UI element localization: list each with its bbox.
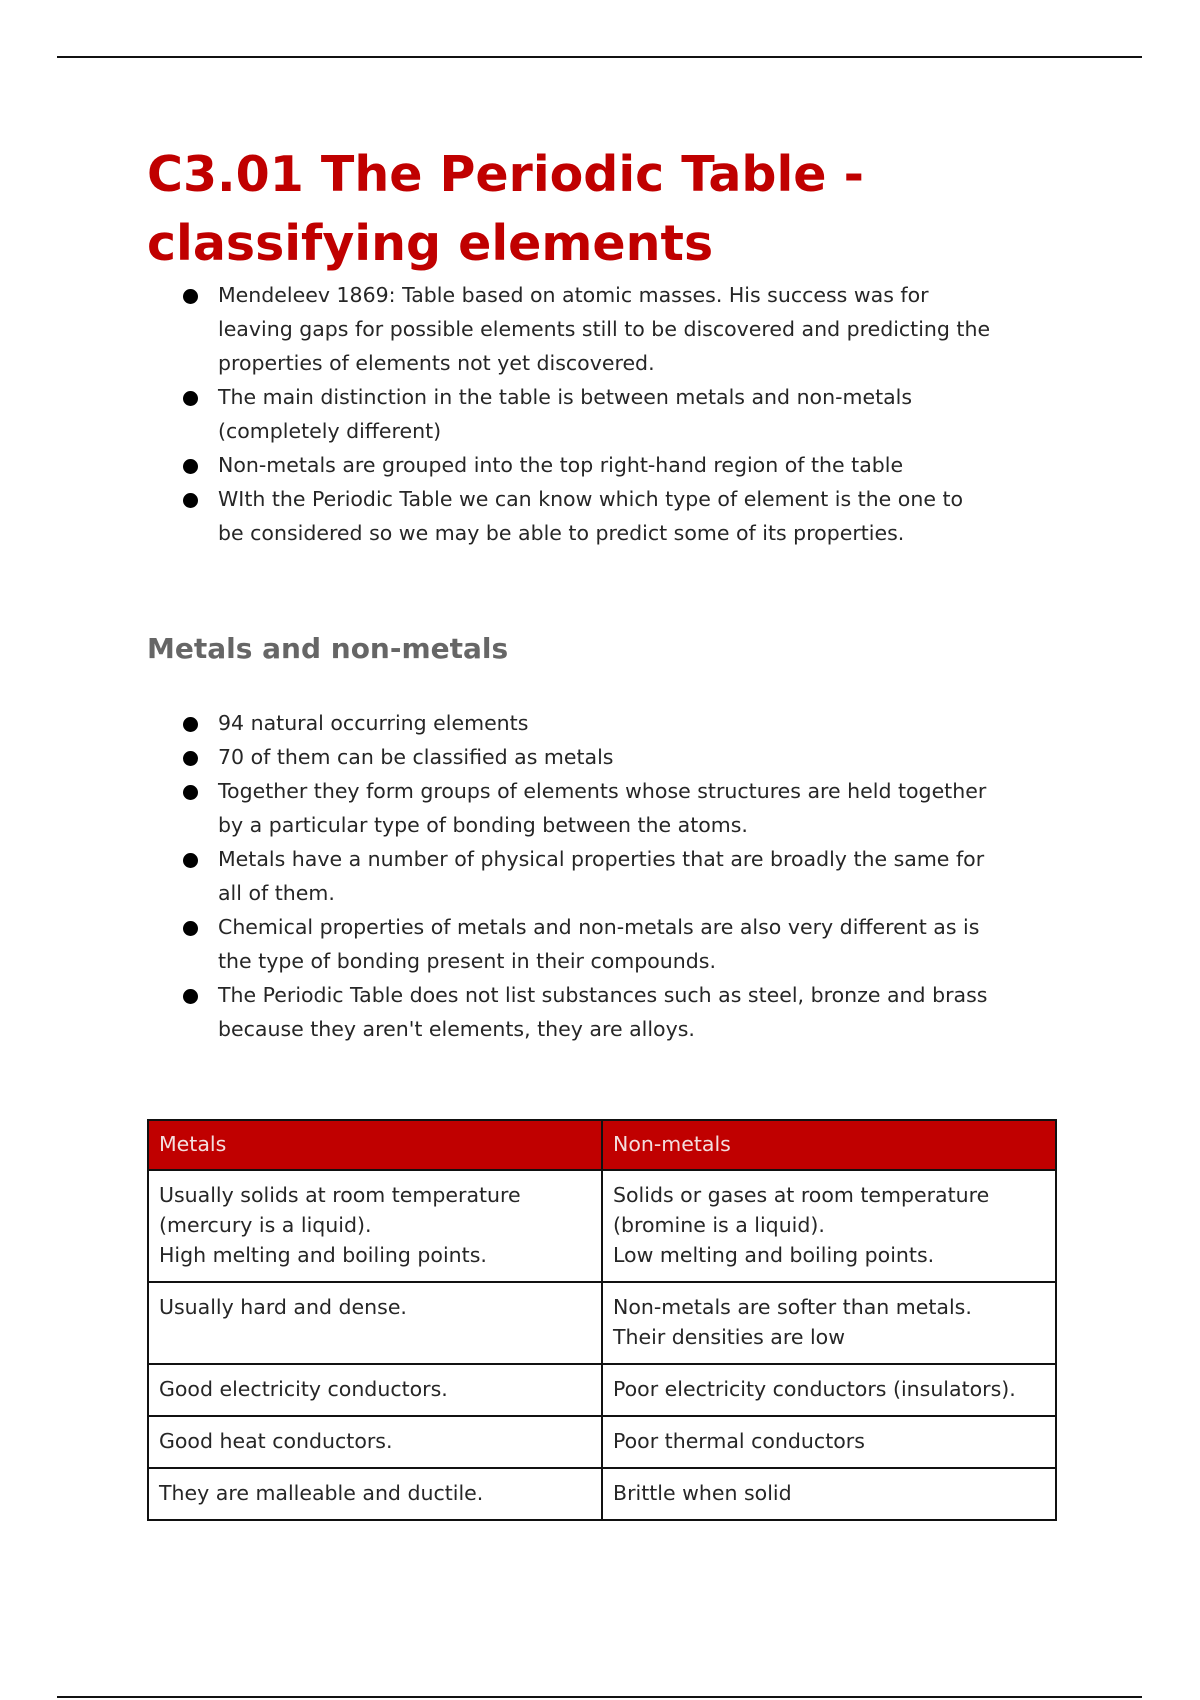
bullet-icon <box>183 391 198 406</box>
bullet-icon <box>183 785 198 800</box>
bullet-icon <box>183 853 198 868</box>
list-item: Non-metals are grouped into the top right-hand region of the table <box>147 448 1067 482</box>
bullet-icon <box>183 717 198 732</box>
bullet-icon <box>183 751 198 766</box>
document-page <box>147 140 1067 1505</box>
table-row <box>148 1468 1056 1520</box>
cell-nonmetals: Brittle when solid <box>602 1468 1056 1520</box>
cell-nonmetals: Poor thermal conductors <box>602 1416 1056 1468</box>
list-item: 70 of them can be classified as metals <box>147 740 1067 774</box>
bullet-icon <box>183 459 198 474</box>
cell-metals: Usually solids at room temperature (mercury is a liquid). High melting and boiling points. <box>148 1170 602 1282</box>
list-item: Chemical properties of metals and non-metals are also very different as is the type of bonding present in their compounds. <box>147 910 1067 978</box>
section-bullet-list <box>147 706 1067 1046</box>
cell-nonmetals: Non-metals are softer than metals. Their densities are low <box>602 1282 1056 1364</box>
metals-nonmetals-table <box>147 1119 1057 1521</box>
intro-bullet-list <box>147 278 1067 550</box>
section-heading: Metals and non-metals <box>147 632 509 665</box>
list-item: The main distinction in the table is between metals and non-metals (completely different) <box>147 380 1067 448</box>
header-rule <box>57 56 1142 58</box>
list-item: Mendeleev 1869: Table based on atomic masses. His success was for leaving gaps for possible elements still to be discovered and predicting the properties of elements not yet discovered. <box>147 278 1067 380</box>
cell-nonmetals: Solids or gases at room temperature (bromine is a liquid). Low melting and boiling points. <box>602 1170 1056 1282</box>
table-header-row <box>148 1120 1056 1170</box>
header-metals: Metals <box>148 1120 602 1170</box>
bullet-icon <box>183 493 198 508</box>
cell-metals: Usually hard and dense. <box>148 1282 602 1364</box>
bullet-icon <box>183 989 198 1004</box>
cell-metals: Good electricity conductors. <box>148 1364 602 1416</box>
header-nonmetals: Non-metals <box>602 1120 1056 1170</box>
cell-metals: Good heat conductors. <box>148 1416 602 1468</box>
bullet-icon <box>183 921 198 936</box>
cell-metals: They are malleable and ductile. <box>148 1468 602 1520</box>
table-row <box>148 1416 1056 1468</box>
list-item: Together they form groups of elements whose structures are held together by a particular type of bonding between the atoms. <box>147 774 1067 842</box>
cell-nonmetals: Poor electricity conductors (insulators). <box>602 1364 1056 1416</box>
list-item: 94 natural occurring elements <box>147 706 1067 740</box>
table-row <box>148 1170 1056 1282</box>
title-line-1: C3.01 The Periodic Table - <box>147 146 864 203</box>
bullet-icon <box>183 289 198 304</box>
table-row <box>148 1282 1056 1364</box>
list-item: Metals have a number of physical properties that are broadly the same for all of them. <box>147 842 1067 910</box>
table-row <box>148 1364 1056 1416</box>
list-item: The Periodic Table does not list substances such as steel, bronze and brass because they aren't elements, they are alloys. <box>147 978 1067 1046</box>
list-item: WIth the Periodic Table we can know which type of element is the one to be considered so we may be able to predict some of its properties. <box>147 482 1067 550</box>
page-title <box>147 140 1067 278</box>
title-line-2: classifying elements <box>147 215 714 272</box>
footer-rule <box>57 1696 1142 1698</box>
